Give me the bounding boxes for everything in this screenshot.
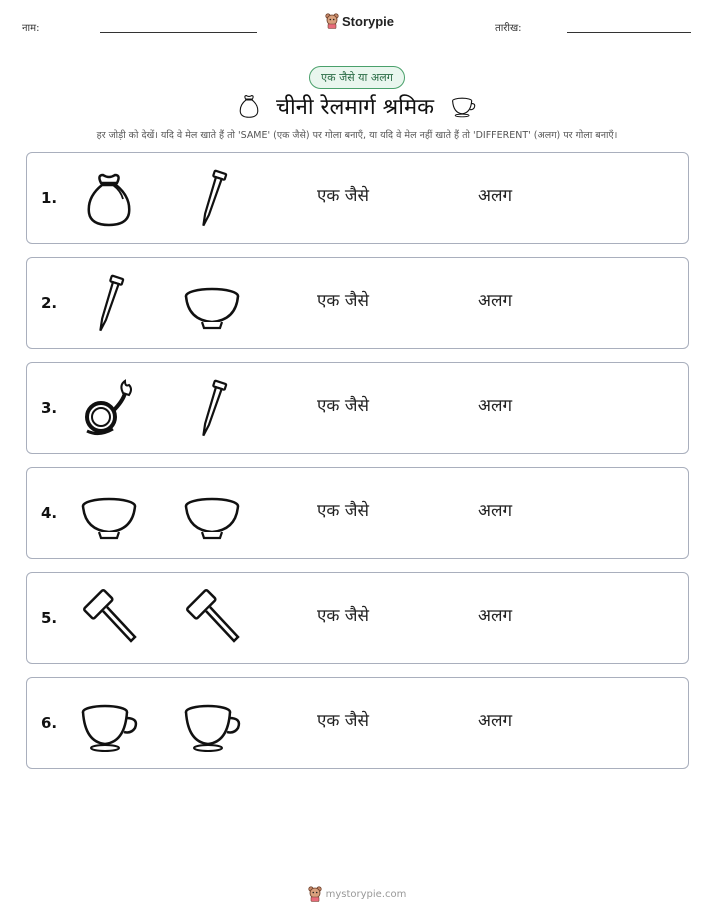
matching-row [26, 677, 689, 769]
date-label: तारीख: [495, 23, 522, 34]
teacup-icon [182, 694, 242, 754]
brand-name: Storypie [342, 13, 395, 29]
bear-mascot-icon [308, 886, 322, 902]
bowl-icon [182, 274, 242, 334]
fuse-rope-icon [79, 379, 139, 439]
bear-mascot-icon [325, 13, 339, 29]
row-number: 1. [41, 189, 58, 207]
brand-logo [325, 13, 394, 29]
matching-row [26, 257, 689, 349]
matching-row [26, 467, 689, 559]
row-number: 4. [41, 504, 58, 522]
matching-rows [26, 152, 689, 782]
bowl-icon [79, 484, 139, 544]
matching-row [26, 152, 689, 244]
row-number: 6. [41, 714, 58, 732]
name-label: नाम: [22, 23, 40, 34]
teacup-icon [448, 93, 478, 119]
different-option[interactable]: अलग [478, 711, 513, 731]
sack-icon [79, 169, 139, 229]
page-title: चीनी रेलमार्ग श्रमिक [275, 95, 435, 120]
footer-url[interactable]: mystorypie.com [325, 888, 407, 900]
same-option[interactable]: एक जैसे [317, 291, 369, 311]
railroad-spike-icon [79, 274, 139, 334]
row-number: 2. [41, 294, 58, 312]
instructions: हर जोड़ी को देखें। यदि वे मेल खाते हैं तो 'SAME' (एक जैसे) पर गोला बनाएँ, या यदि वे मेल नहीं खाते हैं तो 'DIFFERENT' (अलग) पर गोला बनाएँ। [96, 130, 618, 141]
same-option[interactable]: एक जैसे [317, 711, 369, 731]
matching-row [26, 362, 689, 454]
name-line [100, 32, 257, 33]
same-option[interactable]: एक जैसे [317, 606, 369, 626]
teacup-icon [79, 694, 139, 754]
different-option[interactable]: अलग [478, 396, 513, 416]
different-option[interactable]: अलग [478, 606, 513, 626]
different-option[interactable]: अलग [478, 186, 513, 206]
same-option[interactable]: एक जैसे [317, 186, 369, 206]
matching-row [26, 572, 689, 664]
sack-icon [236, 91, 262, 121]
railroad-spike-icon [182, 379, 242, 439]
railroad-spike-icon [182, 169, 242, 229]
worksheet-header [0, 0, 714, 50]
title-row [0, 86, 714, 126]
footer [0, 886, 714, 902]
same-option[interactable]: एक जैसे [317, 501, 369, 521]
bowl-icon [182, 484, 242, 544]
row-number: 5. [41, 609, 58, 627]
same-option[interactable]: एक जैसे [317, 396, 369, 416]
row-number: 3. [41, 399, 58, 417]
different-option[interactable]: अलग [478, 501, 513, 521]
date-line [567, 32, 691, 33]
sledgehammer-icon [182, 589, 242, 649]
activity-badge: एक जैसे या अलग [309, 66, 405, 89]
different-option[interactable]: अलग [478, 291, 513, 311]
sledgehammer-icon [79, 589, 139, 649]
